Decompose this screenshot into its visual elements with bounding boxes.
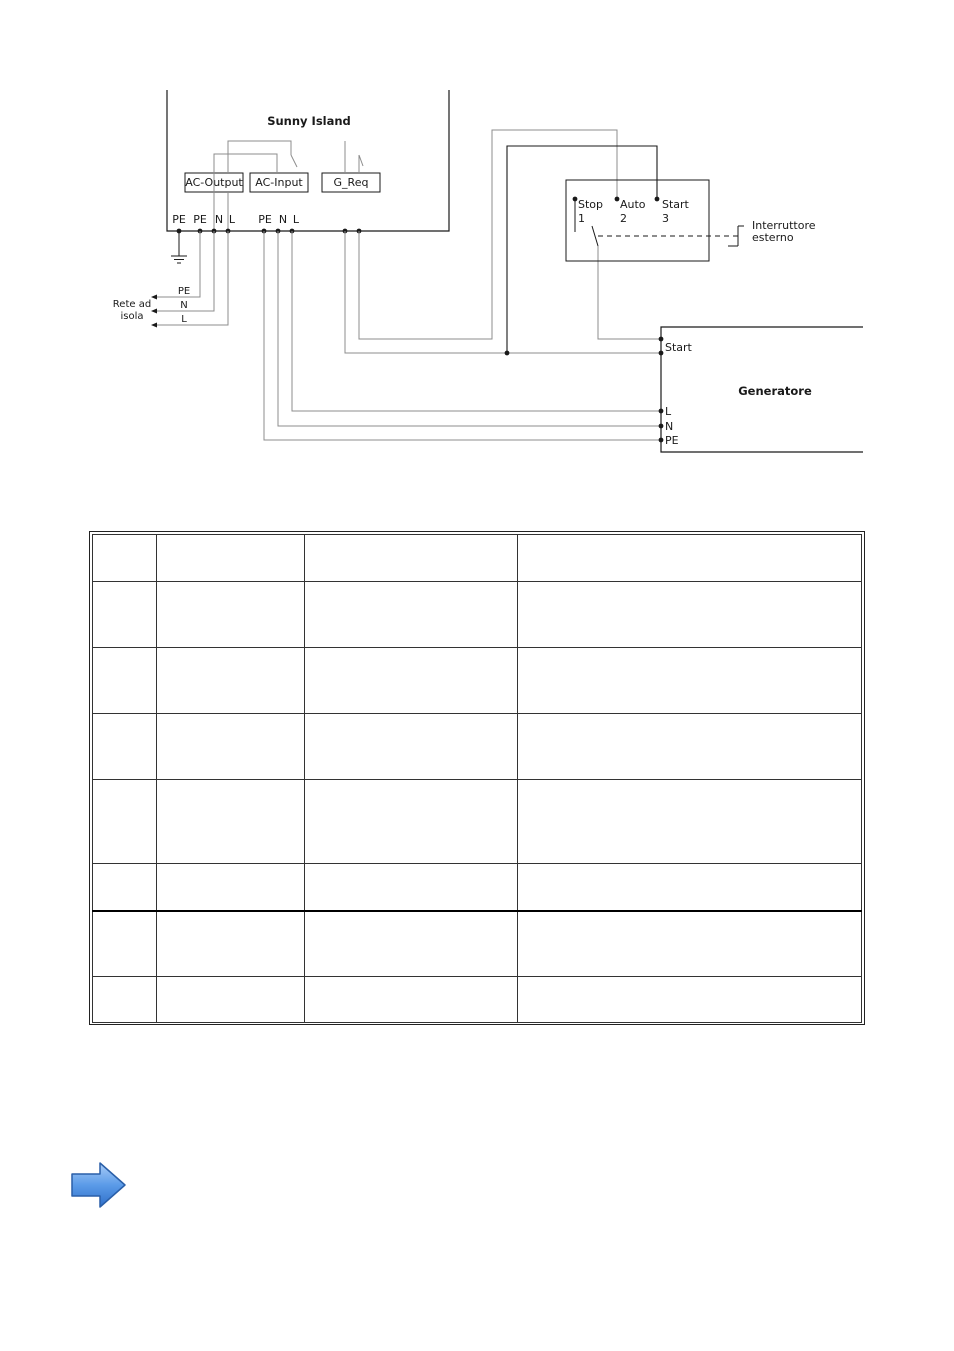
table-row [93, 535, 862, 582]
switch-stop-label: Stop [578, 198, 604, 211]
grid-label-line1: Rete ad [112, 299, 152, 310]
inverter-title: Sunny Island [267, 114, 351, 128]
terminal-n-2: N [278, 213, 288, 226]
generator-terminal-n: N [665, 420, 674, 433]
terminal-pe-2: PE [193, 213, 207, 226]
generator-title: Generatore [738, 384, 812, 398]
wiring-diagram [0, 0, 954, 520]
relay-label-ac-input: AC-Input [255, 176, 303, 189]
junction-dot [505, 351, 510, 356]
table-row [93, 977, 862, 1023]
inverter-enclosure [167, 90, 449, 231]
grid-output-wiring [156, 231, 228, 325]
generator-terminal-pe: PE [665, 434, 679, 447]
table-row [93, 582, 862, 648]
switch-auto-label: Auto [620, 198, 646, 211]
grid-arrow-heads [151, 295, 157, 328]
generator-terminal-l: L [665, 405, 672, 418]
note-arrow-icon [68, 1160, 130, 1212]
ground-icon [171, 231, 187, 263]
table-row [93, 911, 862, 977]
relay-label-ac-output: AC-Output [185, 176, 243, 189]
table-row [93, 648, 862, 714]
empty-table [89, 531, 865, 1025]
terminal-l-1: L [228, 213, 236, 226]
grid-conductor-pe: PE [177, 286, 191, 297]
external-switch-line1: Interruttore [752, 219, 816, 232]
switch-start-num: 3 [662, 212, 669, 225]
generator-terminal-start: Start [665, 341, 692, 354]
selector-switch-box [566, 180, 709, 261]
terminal-pe-3: PE [258, 213, 272, 226]
switch-stop-num: 1 [578, 212, 585, 225]
start-signal-wire [507, 146, 657, 353]
terminal-pe-1: PE [172, 213, 186, 226]
table-row [93, 714, 862, 780]
switch-start-label: Start [662, 198, 689, 211]
switch-auto-num: 2 [620, 212, 627, 225]
grid-conductor-n: N [180, 300, 188, 311]
table-row [93, 864, 862, 911]
external-switch-line2: esterno [752, 231, 794, 244]
grid-label-line2: isola [120, 311, 144, 322]
terminal-n-1: N [214, 213, 224, 226]
terminal-l-2: L [292, 213, 300, 226]
table-row [93, 780, 862, 864]
grid-conductor-l: L [181, 314, 187, 325]
relay-label-g-req: G_Req [333, 176, 369, 189]
